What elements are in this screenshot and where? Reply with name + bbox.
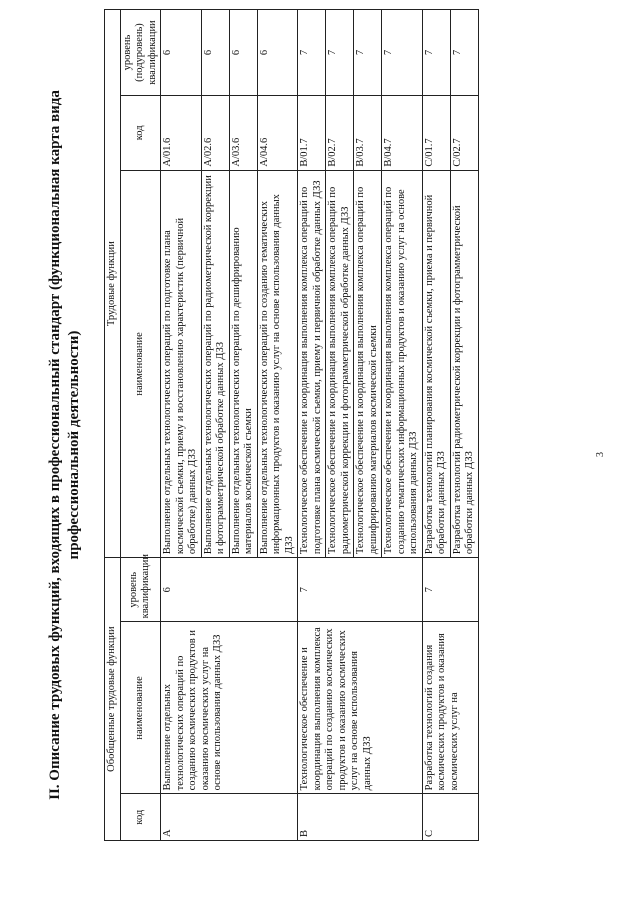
function-code: B/04.7	[382, 96, 423, 171]
group-level: 7	[422, 558, 478, 622]
function-code: C/02.7	[450, 96, 478, 171]
function-name: Выполнение отдельных технологических операций по подготовке плана космической съемки, приему и восстановлению характеристик (первичной обработке) данных ДЗЗ	[161, 170, 202, 558]
function-level-header: уровень (подуровень) квалификации	[120, 10, 161, 96]
table-row	[298, 10, 326, 841]
function-code: C/01.7	[422, 96, 450, 171]
function-name: Разработка технологий радиометрической коррекции и фотограмметрической обработки данных ДЗЗ	[450, 170, 478, 558]
functional-map-table	[104, 9, 479, 841]
page-number: 3	[595, 452, 606, 457]
generalized-functions-header: Обобщенные трудовые функции	[105, 558, 121, 841]
table-row	[161, 10, 202, 841]
function-name: Выполнение отдельных технологических операций по радиометрической коррекции и фотограмметрической обработке данных ДЗЗ	[201, 170, 229, 558]
code-header: код	[120, 794, 161, 841]
function-name: Выполнение отдельных технологических операций по дешифрированию материалов космической съемки	[229, 170, 257, 558]
function-code: A/02.6	[201, 96, 229, 171]
function-code: A/03.6	[229, 96, 257, 171]
group-level: 7	[298, 558, 423, 622]
group-level: 6	[161, 558, 298, 622]
group-code: C	[422, 794, 478, 841]
function-level: 7	[422, 10, 450, 96]
function-level: 7	[298, 10, 326, 96]
group-code: B	[298, 794, 423, 841]
labor-functions-header: Трудовые функции	[105, 10, 121, 558]
function-name: Технологическое обеспечение и координация выполнения комплекса операций по созданию тематических информационных продуктов и оказанию услуг на основе использования данных ДЗЗ	[382, 170, 423, 558]
function-level: 7	[326, 10, 354, 96]
function-name: Разработка технологий планирования космической съемки, приема и первичной обработки данных ДЗЗ	[422, 170, 450, 558]
title-line-2: профессиональной деятельности)	[66, 330, 82, 560]
function-code: B/02.7	[326, 96, 354, 171]
function-code: A/01.6	[161, 96, 202, 171]
level-header: уровень квалификации	[120, 558, 161, 622]
function-code: A/04.6	[257, 96, 298, 171]
name-header: наименование	[120, 622, 161, 794]
function-level: 7	[382, 10, 423, 96]
function-name: Технологическое обеспечение и координация выполнения комплекса операций по дешифрированию материалов космической съемки	[354, 170, 382, 558]
function-level: 6	[201, 10, 229, 96]
function-code-header: код	[120, 96, 161, 171]
title-line-1: II. Описание трудовых функций, входящих в профессиональный стандарт (функциональная карта вида	[47, 90, 63, 800]
function-level: 7	[450, 10, 478, 96]
function-level: 7	[354, 10, 382, 96]
group-name: Технологическое обеспечение и координация выполнения комплекса операций по созданию космических продуктов и оказанию космических услуг на основе использования данных ДЗЗ	[298, 622, 423, 794]
function-name: Технологическое обеспечение и координация выполнения комплекса операций по радиометрической коррекции и фотограмметрической обработке данных ДЗЗ	[326, 170, 354, 558]
function-code: B/01.7	[298, 96, 326, 171]
group-code: A	[161, 794, 298, 841]
function-code: B/03.7	[354, 96, 382, 171]
function-name-header: наименование	[120, 170, 161, 558]
group-name: Выполнение отдельных технологических операций по созданию космических продуктов и оказанию космических услуг на основе использования данных ДЗЗ	[161, 622, 298, 794]
section-title	[46, 45, 84, 845]
function-level: 6	[161, 10, 202, 96]
group-name: Разработка технологий создания космических продуктов и оказания космических услуг на	[422, 622, 478, 794]
table-row	[422, 10, 450, 841]
function-name: Технологическое обеспечение и координация выполнения комплекса операций по подготовке плана космической съемки, приему и первичной обработке данных ДЗЗ	[298, 170, 326, 558]
function-name: Выполнение отдельных технологических операций по созданию тематических информационных продуктов и оказанию услуг на основе использования данных ДЗЗ	[257, 170, 298, 558]
function-level: 6	[257, 10, 298, 96]
function-level: 6	[229, 10, 257, 96]
